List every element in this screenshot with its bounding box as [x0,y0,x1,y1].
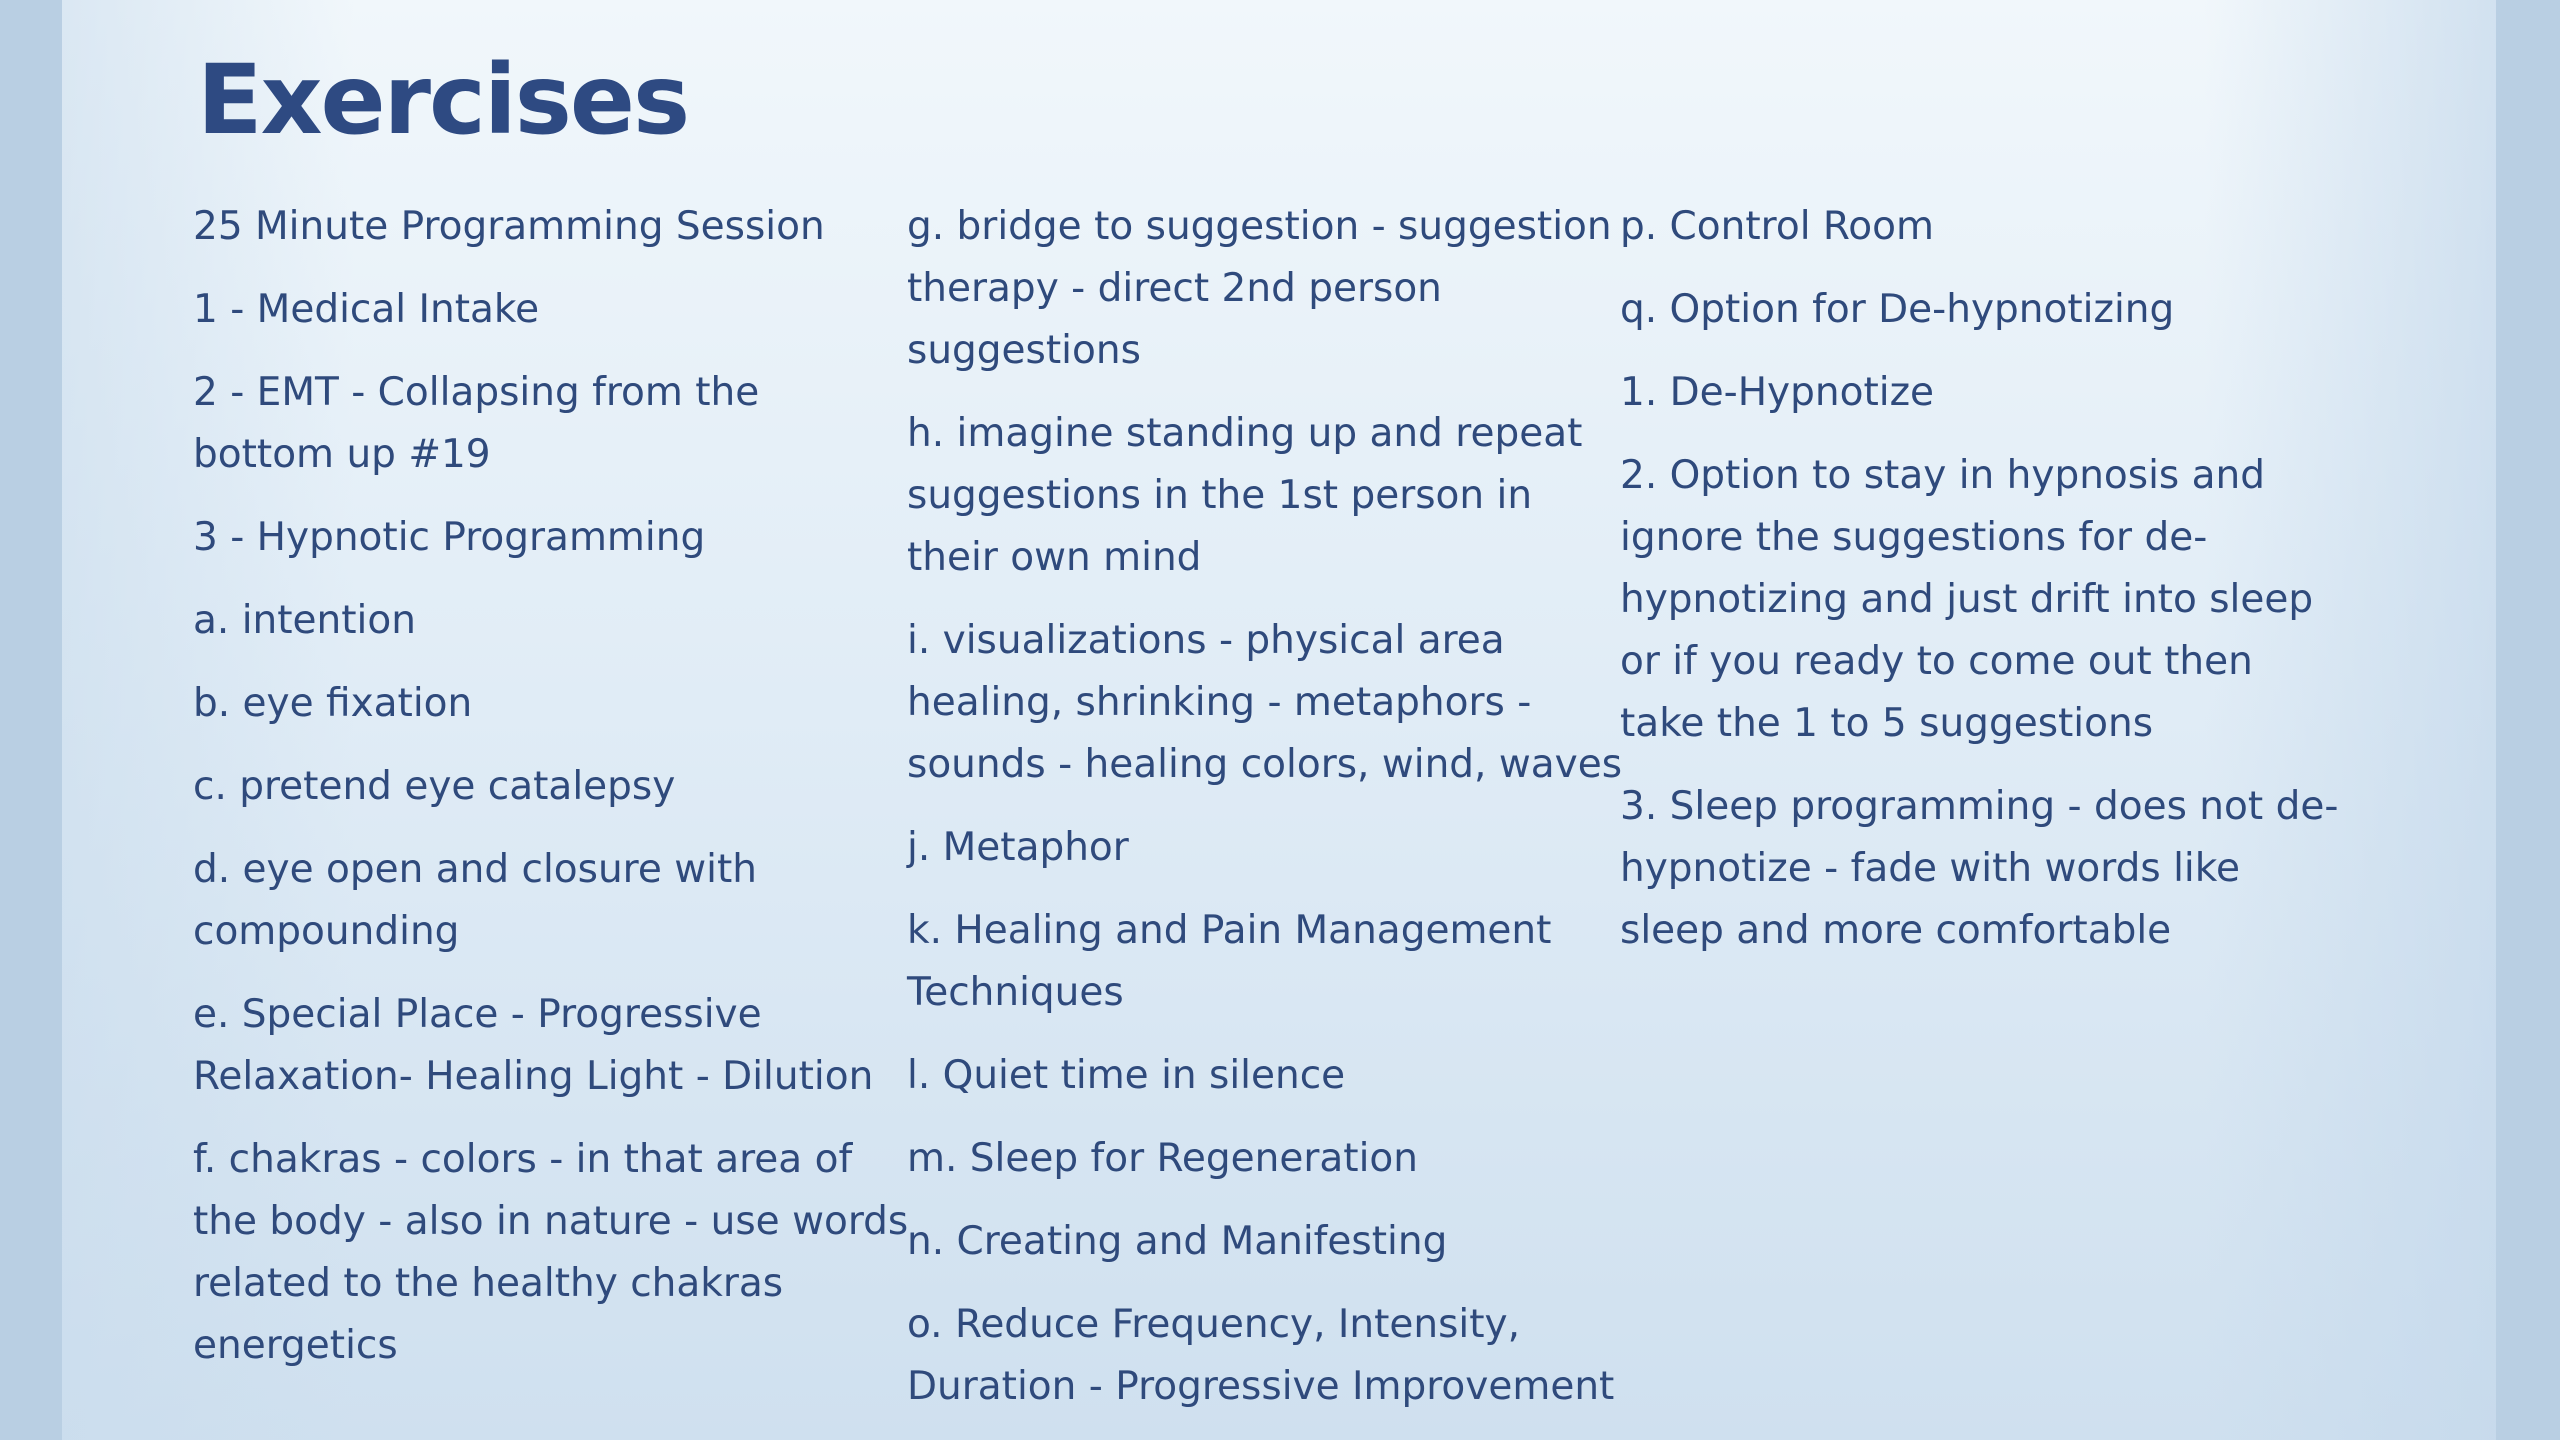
column-right [1620,196,2360,983]
list-item: 2. Option to stay in hypnosis and ignore the suggestions for de- hypnotizing and just drift into sleep or if you ready to come out then take the 1 to 5 suggestions [1620,453,2314,746]
list-item: d. eye open and closure with compounding [193,847,757,954]
list-item: o. Reduce Frequency, Intensity, Duration - Progressive Improvement [907,1302,1615,1409]
list-item: 3 - Hypnotic Programming [193,515,706,560]
list-item: j. Metaphor [907,825,1129,870]
list-item: p. Control Room [1620,204,1934,249]
list-item: 1. De-Hypnotize [1620,370,1935,415]
list-item: a. intention [193,598,416,643]
list-item: h. imagine standing up and repeat suggestions in the 1st person in their own mind [907,411,1583,580]
list-item: e. Special Place - Progressive Relaxation- Healing Light - Dilution [193,992,874,1099]
list-item: q. Option for De-hypnotizing [1620,287,2175,332]
list-item: f. chakras - colors - in that area of the body - also in nature - use words related to the healthy chakras energetics [193,1137,909,1368]
column-left [193,196,933,1398]
list-item: 2 - EMT - Collapsing from the bottom up #19 [193,370,760,477]
list-item: n. Creating and Manifesting [907,1219,1448,1264]
list-item: k. Healing and Pain Management Techniques [907,908,1552,1015]
list-item: c. pretend eye catalepsy [193,764,676,809]
list-item: b. eye fixation [193,681,473,726]
list-item: 3. Sleep programming - does not de- hypnotize - fade with words like sleep and more comfortable [1620,784,2339,953]
column-middle [907,196,1647,1439]
list-item: 1 - Medical Intake [193,287,540,332]
list-item: g. bridge to suggestion - suggestion therapy - direct 2nd person suggestions [907,204,1612,373]
slide [62,0,2496,1440]
slide-title: Exercises [197,44,689,156]
list-item: m. Sleep for Regeneration [907,1136,1418,1181]
list-item: l. Quiet time in silence [907,1053,1346,1098]
list-item: i. visualizations - physical area healing, shrinking - metaphors - sounds - healing colors, wind, waves [907,618,1623,787]
list-item: 25 Minute Programming Session [193,204,825,249]
